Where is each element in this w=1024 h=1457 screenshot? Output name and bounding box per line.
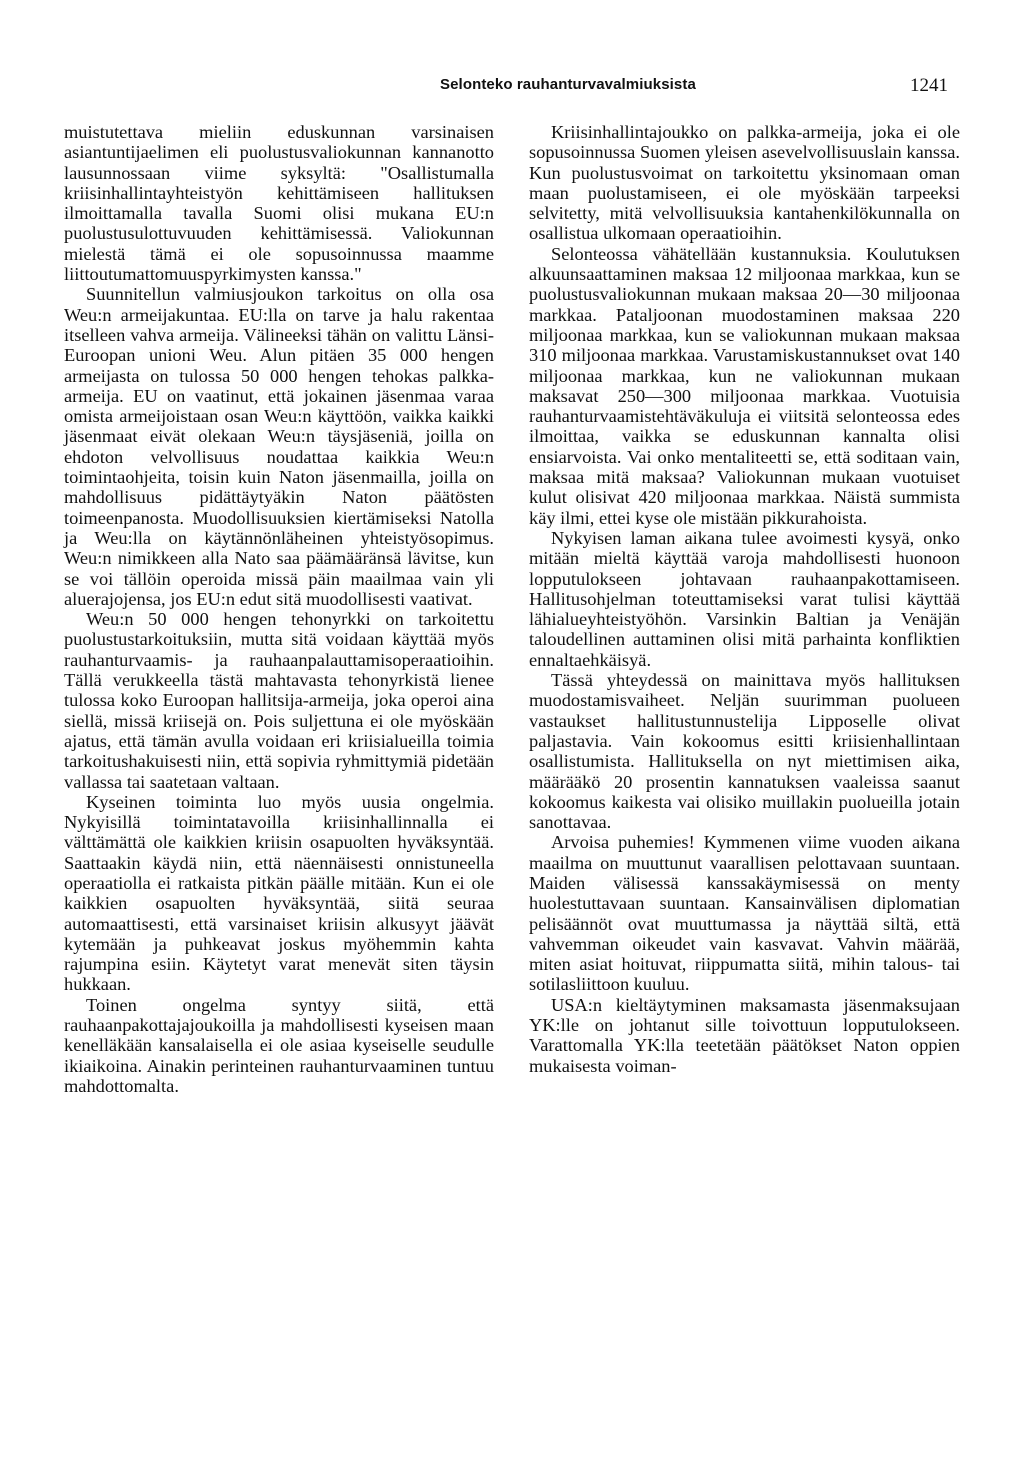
- paragraph: USA:n kieltäytyminen maksamasta jäsenmaksujaan YK:lle on johtanut sille toivottuun lopputulokseen. Varattomalla YK:lla teetetään päätökset Naton oppien mukaisesta voiman-: [529, 994, 960, 1076]
- right-column: [529, 122, 960, 1076]
- paragraph: Kyseinen toiminta luo myös uusia ongelmia. Nykyisillä toimintatavoilla kriisinhallinnalla ei välttämättä ole kaikkien kriisin osapuolten hyväksyntää. Saattaakin käydä niin, että näennäisesti onnistuneella operaatiolla ei ratkaista pitkän päälle mitään. Kun ei ole kaikkien osapuolten hyväksyntää, siitä seuraa automaattisesti, että varsinaiset kriisin alkusyyt jäävät kytemään ja puhkeavat joskus myöhemmin kahta rajumpina esiin. Käytetyt varat menevät siten täysin hukkaan.: [64, 791, 494, 995]
- paragraph: Weu:n 50 000 hengen tehonyrkki on tarkoitettu puolustustarkoituksiin, mutta sitä voidaan käyttää myös rauhanturvaamis- ja rauhaanpalauttamisoperaatioihin. Tällä verukkeella tästä mahtavasta tehonyrkistä lienee tulossa koko Euroopan hallitsija-armeija, joka operoi aina siellä, missä kriisejä on. Pois suljettuna ei ole myöskään ajatus, että tämän avulla voidaan eri kriisialueilla toimia tarkoitushakuisesti niin, että sopivia ryhmittymiä pidetään vallassa tai saatetaan valtaan.: [64, 609, 494, 792]
- paragraph: muistutettava mieliin eduskunnan varsinaisen asiantuntijaelimen eli puolustusvaliokunnan kannanotto lausunnossaan viime syksyltä: "Osallistumalla kriisinhallintayhteistyön kehittämiseen hallituksen ilmoittamalla tavalla Suomi olisi mukana EU:n puolustusulottuvuuden kehittämisessä. Valiokunnan mielestä tämä ei ole sopusoinnussa maamme liittoutumattomuuspyrkimysten kanssa.": [64, 122, 494, 285]
- paragraph: Kriisinhallintajoukko on palkka-armeija, joka ei ole sopusoinnussa Suomen yleisen asevelvollisuuslain kanssa. Kun puolustusvoimat on tarkoitettu yksinomaan oman maan puolustamiseen, ei ole myöskään tarpeeksi selvitetty, mitä velvollisuuksia kantahenkilökunnalla on osallistua ulkomaan operaatioihin.: [529, 122, 960, 244]
- paragraph: Arvoisa puhemies! Kymmenen viime vuoden aikana maailma on muuttunut vaarallisen pelottavaan suuntaan. Maiden välisessä kanssakäymisessä on menty huolestuttavaan suuntaan. Kansainvälisen diplomatian pelisäännöt ovat muuttumassa ja näyttää siltä, että vahvemman oikeudet vain kasvavat. Vahvin määrää, miten asiat hoituvat, riippumatta siitä, mihin talous- tai sotilasliittoon kuuluu.: [529, 832, 960, 995]
- running-title: Selonteko rauhanturvavalmiuksista: [440, 76, 696, 93]
- paragraph: Nykyisen laman aikana tulee avoimesti kysyä, onko mitään mieltä käyttää varoja mahdollisesti huonoon lopputulokseen johtavaan rauhaanpakottamiseen. Hallitusohjelman toteuttamiseksi varat tulisi käyttää lähialueyhteistyöhön. Varsinkin Baltian ja Venäjän taloudellinen auttaminen olisi mitä parhainta konfliktien ennaltaehkäisyä.: [529, 527, 960, 670]
- page-header: [60, 58, 964, 98]
- left-column: [64, 122, 494, 1096]
- page-number: 1241: [910, 75, 948, 96]
- paragraph: Suunnitellun valmiusjoukon tarkoitus on olla osa Weu:n armeijakuntaa. EU:lla on tarve ja halu rakentaa itselleen vahva armeija. Välineeksi tähän on valittu Länsi-Euroopan unioni Weu. Alun pitäen 35 000 hengen armeijasta on tulossa 50 000 hengen tehokas palkka-armeija. EU on vaatinut, että jokainen jäsenmaa varaa omista armeijoistaan osan Weu:n käyttöön, vaikka kaikki jäsenmaat eivät olekaan Weu:n täysjäseniä, joilla on ehdoton velvollisuus noudattaa kaikkia Weu:n toimintaohjeita, toisin kuin Naton jäsenmailla, joilla on mahdollisuus pidättäytyäkin Naton päätösten toimeenpanosta. Muodollisuuksien kiertämiseksi Natolla ja Weu:lla on käytännönläheinen yhteistyösopimus. Weu:n nimikkeen alla Nato saa päämääränsä lävitse, kun se voi tällöin operoida missä päin maailmaa vain yli aluerajojensa, jos EU:n edut sitä muodollisesti vaativat.: [64, 284, 494, 609]
- paragraph: Selonteossa vähätellään kustannuksia. Koulutuksen alkuunsaattaminen maksaa 12 miljoonaa markkaa, kun se puolustusvaliokunnan mukaan maksaa 20—30 miljoonaa markkaa. Pataljoonan muodostaminen maksaa 220 miljoonaa markkaa, kun se valiokunnan mukaan maksaa 310 miljoonaa markkaa. Varustamiskustannukset ovat 140 miljoonaa markkaa, kun ne valiokunnan mukaan maksavat 250—300 miljoonaa markkaa. Vuotuisia rauhanturvaamistehtäväkuluja ei viitsitä selonteossa edes ilmoittaa, vaikka se eduskunnan kannalta olisi ensiarvoista. Vai onko mentaliteetti se, että soditaan vain, maksaa mitä maksaa? Valiokunnan mukaan vuotuiset kulut olisivat 420 miljoonaa markkaa. Näistä summista käy ilmi, ettei kyse ole mistään pikkurahoista.: [529, 243, 960, 528]
- paragraph: Toinen ongelma syntyy siitä, että rauhaanpakottajajoukoilla ja mahdollisesti kyseisen maan kenelläkään kansalaisella ei ole asiaa kyseiselle seudulle ikiaikoina. Ainakin perinteinen rauhanturvaaminen tuntuu mahdottomalta.: [64, 994, 494, 1096]
- paragraph: Tässä yhteydessä on mainittava myös hallituksen muodostamisvaiheet. Neljän suurimman puolueen vastaukset hallitustunnustelija Lipposelle olivat paljastavia. Vain kokoomus esitti kriisienhallintaan osallistumista. Hallituksella on nyt miettimisen aika, määrääkö 20 prosentin kannatuksen vaaleissa saanut kokoomus kaikesta vai olisiko muillakin puolueilla jotain sanottavaa.: [529, 670, 960, 833]
